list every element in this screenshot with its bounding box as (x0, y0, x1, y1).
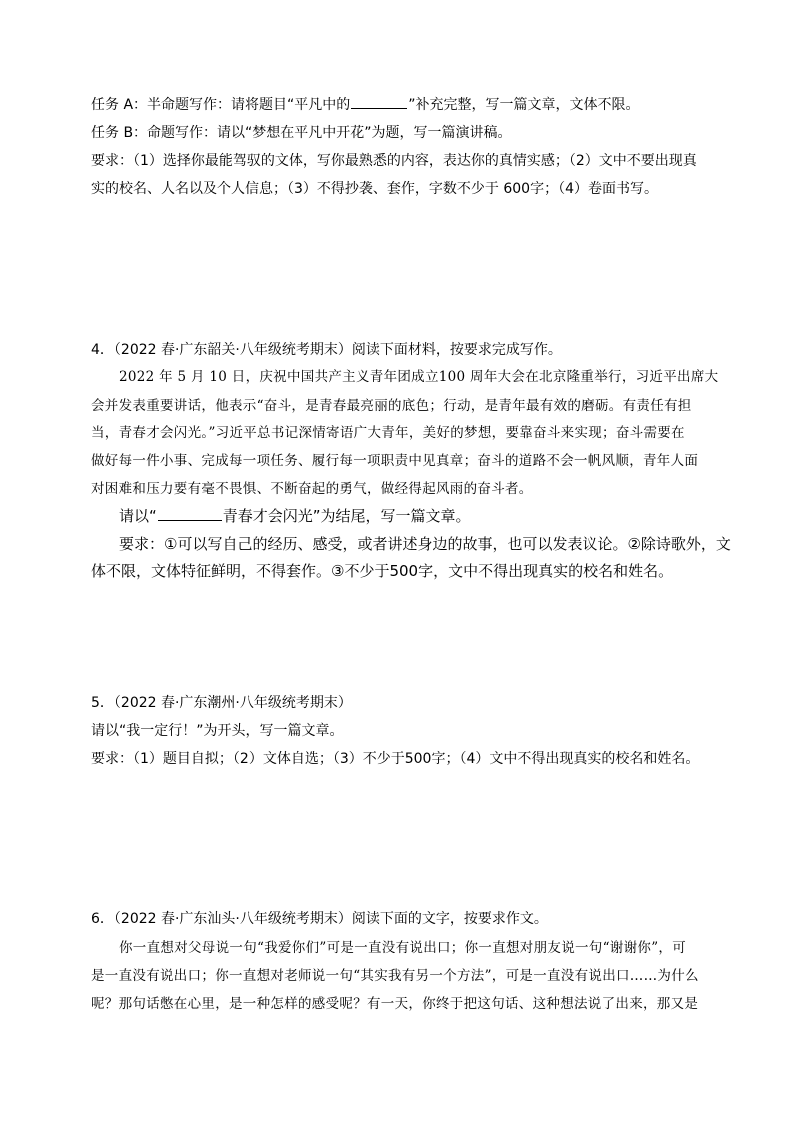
q6-heading: 6．（2022 春·广东汕头·八年级统考期末）阅读下面的文字，按要求作文。 (91, 911, 548, 927)
q4-prompt-suffix: 青春才会闪光”为结尾，写一篇文章。 (222, 507, 471, 525)
task-b-line: 任务 B：命题写作：请以“梦想在平凡中开花”为题，写一篇演讲稿。 (91, 125, 512, 141)
task-requirements-line-1: 要求：（1）选择你最能驾驭的文体，写你最熟悉的内容，表达你的真情实感；（2）文中不要出现真 (91, 153, 697, 169)
q4-requirements-line-1: 要求：①可以写自己的经历、感受，或者讲述身边的故事，也可以发表议论。②除诗歌外，文 (119, 535, 731, 553)
q6-material-line-3: 呢？那句话憋在心里，是一种怎样的感受呢？有一天，你终于把这句话、这种想法说了出来，那又是 (91, 996, 699, 1012)
q4-heading: 4．（2022 春·广东韶关·八年级统考期末）阅读下面材料，按要求完成写作。 (91, 342, 562, 358)
q6-material-line-2: 是一直没有说出口；你一直想对老师说一句“其实我有另一个方法”，可是一直没有说出口……为什么 (91, 968, 699, 984)
q4-material-line-3: 当，青春才会闪光。”习近平总书记深情寄语广大青年，美好的梦想，要靠奋斗来实现；奋斗需要在 (91, 425, 685, 441)
fill-in-blank (158, 507, 222, 521)
task-a-prefix: 任务 A：半命题写作：请将题目“平凡中的 (91, 97, 351, 113)
q5-prompt: 请以“我一定行！”为开头，写一篇文章。 (91, 723, 344, 739)
q4-requirements-line-2: 体不限，文体特征鲜明，不得套作。③不少于500字，文中不得出现真实的校名和姓名。 (91, 562, 674, 580)
q5-requirements: 要求：（1）题目自拟；（2）文体自选；（3）不少于500字；（4）文中不得出现真实的校名和姓名。 (91, 751, 700, 767)
task-a-suffix: ”补充完整，写一篇文章，文体不限。 (408, 97, 640, 113)
q5-heading: 5．（2022 春·广东潮州·八年级统考期末） (91, 695, 352, 711)
fill-in-blank (351, 96, 407, 109)
task-requirements-line-2: 实的校名、人名以及个人信息；（3）不得抄袭、套作，字数不少于 600字；（4）卷面书写。 (91, 181, 658, 197)
q4-prompt (119, 507, 471, 525)
q4-material-line-2: 会并发表重要讲话，他表示“奋斗，是青春最亮丽的底色；行动，是青年最有效的磨砺。有责任有担 (91, 398, 692, 414)
q4-material-line-4: 做好每一件小事、完成每一项任务、履行每一项职责中见真章；奋斗的道路不会一帆风顺，青年人面 (91, 453, 699, 469)
q4-prompt-prefix: 请以“ (119, 507, 157, 525)
q6-material-line-1: 你一直想对父母说一句“我爱你们”可是一直没有说出口；你一直想对朋友说一句“谢谢你”，可 (119, 940, 687, 956)
q4-material-line-5: 对困难和压力要有毫不畏惧、不断奋起的勇气，做经得起风雨的奋斗者。 (91, 481, 533, 497)
task-a-line (91, 96, 640, 114)
q4-material-line-1: 2022 年 5 月 10 日，庆祝中国共产主义青年团成立100 周年大会在北京隆重举行，习近平出席大 (119, 369, 719, 385)
